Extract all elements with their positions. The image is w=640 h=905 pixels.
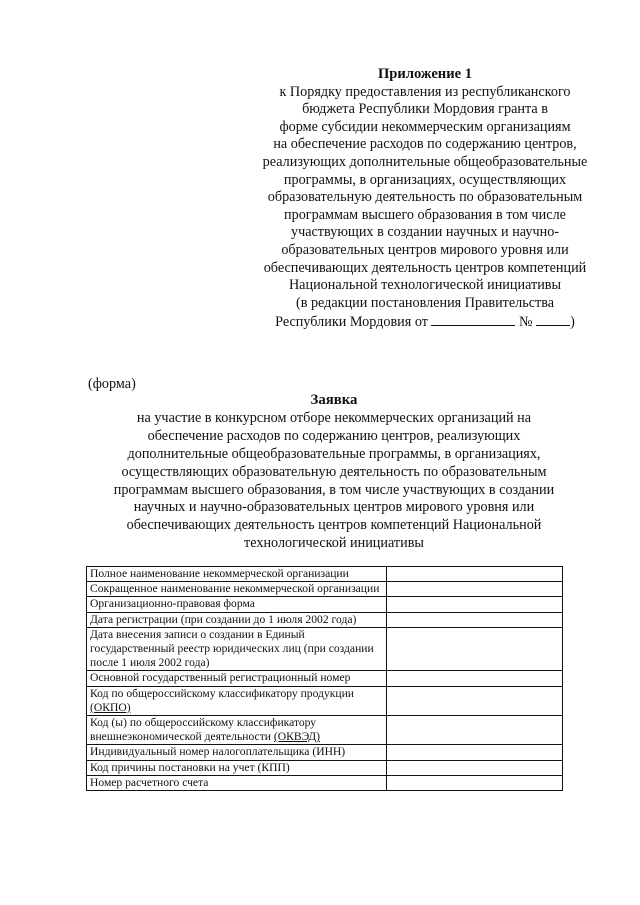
request-line: обеспечивающих деятельность центров компетенций Национальной xyxy=(126,517,542,534)
request-line: на участие в конкурсном отборе некоммерческих организаций на xyxy=(136,409,532,426)
row-value-field[interactable] xyxy=(387,567,563,582)
row-label xyxy=(87,716,387,745)
request-line: обеспечение расходов по содержанию центров, реализующих xyxy=(147,427,521,444)
table-row xyxy=(87,567,563,582)
row-label-text: Код по общероссийскому классификатору продукции xyxy=(90,686,354,700)
row-label: Индивидуальный номер налогоплательщика (ИНН) xyxy=(87,745,387,760)
appendix-title: Приложение 1 xyxy=(377,66,473,82)
row-value-field[interactable] xyxy=(387,597,563,612)
closing-paren: ) xyxy=(570,314,575,331)
row-value-field[interactable] xyxy=(387,716,563,745)
form-label: (форма) xyxy=(88,376,136,392)
table-row xyxy=(87,627,563,671)
row-label xyxy=(87,686,387,715)
request-line: осуществляющих образовательную деятельность по образовательным xyxy=(121,463,547,480)
appendix-line: программам высшего образования в том числе xyxy=(284,206,566,223)
appendix-line: образовательную деятельность по образовательным xyxy=(267,189,583,206)
request-line: научных и научно-образовательных центров мирового уровня или xyxy=(133,499,535,516)
request-line: программам высшего образования, в том числе участвующих в создании xyxy=(113,481,555,498)
request-heading xyxy=(92,392,576,553)
row-value-field[interactable] xyxy=(387,686,563,715)
appendix-line-prefix: Республики Мордовия от xyxy=(275,314,432,331)
row-value-field[interactable] xyxy=(387,745,563,760)
table-row xyxy=(87,597,563,612)
row-value-field[interactable] xyxy=(387,671,563,686)
row-label: Сокращенное наименование некоммерческой организации xyxy=(87,582,387,597)
appendix-line: программы, в организациях, осуществляющих xyxy=(283,171,567,188)
row-label: Дата внесения записи о создании в Единый государственный реестр юридических лиц (при создании после 1 июля 2002 года) xyxy=(87,627,387,671)
table-row xyxy=(87,760,563,775)
table-row xyxy=(87,716,563,745)
row-label: Организационно-правовая форма xyxy=(87,597,387,612)
row-label: Основной государственный регистрационный номер xyxy=(87,671,387,686)
table-row xyxy=(87,686,563,715)
appendix-line: форме субсидии некоммерческим организациям xyxy=(279,118,571,135)
row-label-abbr: (ОКВЭД) xyxy=(273,730,321,744)
table-row xyxy=(87,582,563,597)
number-blank xyxy=(536,312,570,326)
appendix-line: реализующих дополнительные общеобразовательные xyxy=(262,153,588,170)
appendix-last-line xyxy=(240,312,610,332)
row-label: Код причины постановки на учет (КПП) xyxy=(87,760,387,775)
table-row xyxy=(87,775,563,790)
row-label: Полное наименование некоммерческой организации xyxy=(87,567,387,582)
row-value-field[interactable] xyxy=(387,582,563,597)
appendix-line: участвующих в создании научных и научно- xyxy=(290,224,560,241)
appendix-line: бюджета Республики Мордовия гранта в xyxy=(302,101,548,118)
table-row xyxy=(87,612,563,627)
table-row xyxy=(87,745,563,760)
table-row xyxy=(87,671,563,686)
date-blank xyxy=(431,312,515,326)
number-sign: № xyxy=(515,314,537,331)
appendix-header xyxy=(240,66,610,332)
row-label-abbr: (ОКПО) xyxy=(90,700,131,714)
row-value-field[interactable] xyxy=(387,775,563,790)
row-value-field[interactable] xyxy=(387,612,563,627)
request-line: технологической инициативы xyxy=(244,535,424,552)
appendix-line: обеспечивающих деятельность центров компетенций xyxy=(263,259,587,276)
row-label: Дата регистрации (при создании до 1 июля 2002 года) xyxy=(87,612,387,627)
appendix-line: на обеспечение расходов по содержанию центров, xyxy=(273,136,577,153)
row-value-field[interactable] xyxy=(387,760,563,775)
appendix-line: Национальной технологической инициативы xyxy=(288,277,562,294)
appendix-line: образовательных центров мирового уровня или xyxy=(281,241,569,258)
request-line: дополнительные общеобразовательные программы, в организациях, xyxy=(127,445,541,462)
appendix-line: к Порядку предоставления из республиканского xyxy=(279,83,571,100)
row-label-text: Код (ы) по общероссийскому классификатору внешнеэкономической деятельности xyxy=(90,716,317,744)
appendix-line: (в редакции постановления Правительства xyxy=(295,294,555,311)
request-title: Заявка xyxy=(310,392,358,408)
organization-info-table xyxy=(86,566,563,791)
row-label: Номер расчетного счета xyxy=(87,775,387,790)
row-value-field[interactable] xyxy=(387,627,563,671)
